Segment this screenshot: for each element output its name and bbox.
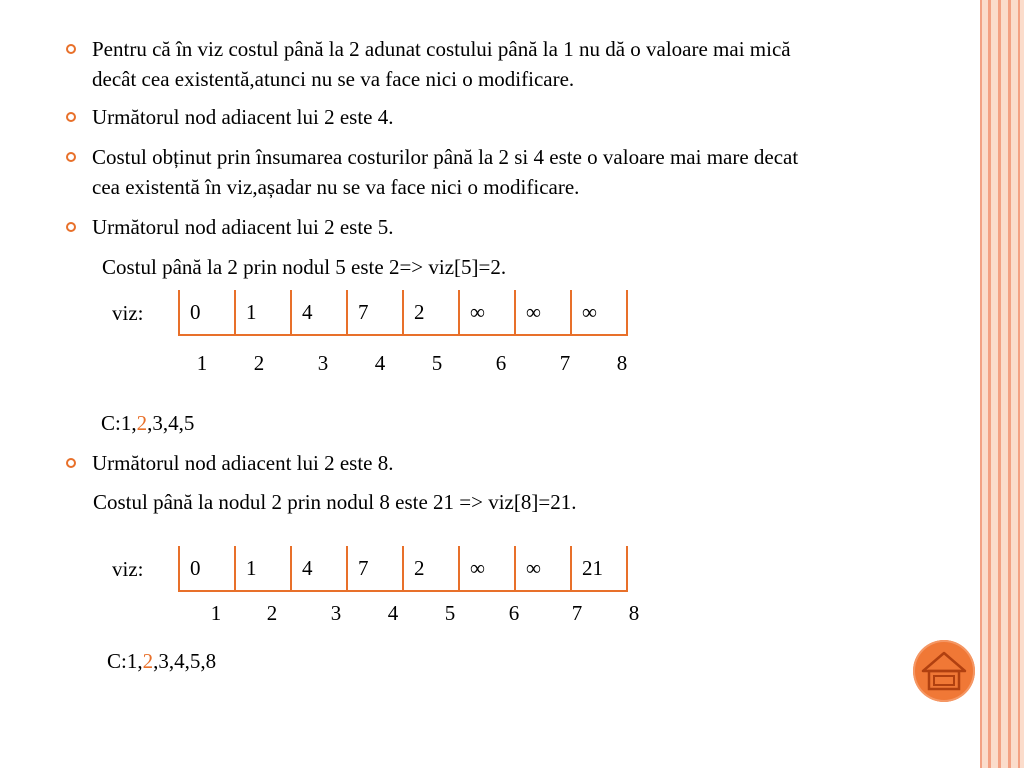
c-highlight: 2 — [142, 649, 154, 673]
viz-index: 1 — [210, 601, 222, 625]
viz-cell: 0 — [178, 290, 234, 336]
viz-cell: 1 — [234, 546, 290, 592]
viz-index: 8 — [616, 351, 628, 375]
bullet-icon — [66, 222, 76, 232]
viz-cell: 1 — [234, 290, 290, 336]
viz-index: 5 — [431, 351, 443, 375]
viz-cell: ∞ — [458, 290, 514, 336]
bullet-1-line-2: decât cea existentă,atunci nu se va face nici o modificare. — [92, 67, 575, 91]
viz-index: 3 — [330, 601, 342, 625]
bullet-3-line-1: Costul obținut prin însumarea costurilor până la 2 si 4 este o valoare mai mare decat — [92, 145, 799, 169]
viz-index: 6 — [508, 601, 520, 625]
viz-cell: ∞ — [514, 546, 570, 592]
viz-index: 3 — [317, 351, 329, 375]
viz-index: 7 — [559, 351, 571, 375]
viz-label-2: viz: — [112, 557, 144, 581]
bullet-2-line-1: Următorul nod adiacent lui 2 este 4. — [92, 105, 394, 129]
viz-cell: ∞ — [514, 290, 570, 336]
bullet-1-line-1: Pentru că în viz costul până la 2 adunat costului până la 1 nu dă o valoare mai mică — [92, 37, 791, 61]
viz-table-2 — [178, 546, 628, 592]
viz-index: 7 — [571, 601, 583, 625]
bullet-icon — [66, 458, 76, 468]
c-prefix: C:1, — [107, 649, 143, 673]
home-icon — [913, 640, 975, 702]
home-button[interactable] — [913, 640, 975, 702]
c-line-2 — [107, 646, 216, 676]
viz-index: 2 — [266, 601, 278, 625]
bullet-icon — [66, 152, 76, 162]
viz-index: 5 — [444, 601, 456, 625]
viz-cell: ∞ — [570, 290, 628, 336]
viz-table-1 — [178, 290, 628, 336]
viz-index: 8 — [628, 601, 640, 625]
viz-cell: 4 — [290, 290, 346, 336]
viz-index: 1 — [196, 351, 208, 375]
c-highlight: 2 — [136, 411, 148, 435]
c-line-1 — [101, 408, 194, 438]
c-prefix: C:1, — [101, 411, 137, 435]
sub-text-1: Costul până la 2 prin nodul 5 este 2=> viz[5]=2. — [102, 255, 507, 279]
viz-cell: 2 — [402, 546, 458, 592]
viz-cell: 0 — [178, 546, 234, 592]
bullet-icon — [66, 112, 76, 122]
viz-cell: ∞ — [458, 546, 514, 592]
viz-index: 4 — [374, 351, 386, 375]
viz-cell: 7 — [346, 290, 402, 336]
viz-cell: 2 — [402, 290, 458, 336]
bullet-3-line-2: cea existentă în viz,așadar nu se va face nici o modificare. — [92, 175, 580, 199]
c-suffix: ,3,4,5,8 — [153, 649, 217, 673]
viz-index: 2 — [253, 351, 265, 375]
viz-index: 4 — [387, 601, 399, 625]
bullet-icon — [66, 44, 76, 54]
bullet-4-line-1: Următorul nod adiacent lui 2 este 5. — [92, 215, 394, 239]
sub-text-2: Costul până la nodul 2 prin nodul 8 este 21 => viz[8]=21. — [93, 490, 577, 514]
viz-cell: 4 — [290, 546, 346, 592]
viz-cell: 7 — [346, 546, 402, 592]
decorative-stripes — [980, 0, 1024, 768]
viz-index: 6 — [495, 351, 507, 375]
viz-label-1: viz: — [112, 301, 144, 325]
c-suffix: ,3,4,5 — [147, 411, 195, 435]
viz-cell: 21 — [570, 546, 628, 592]
bullet-5-line-1: Următorul nod adiacent lui 2 este 8. — [92, 451, 394, 475]
